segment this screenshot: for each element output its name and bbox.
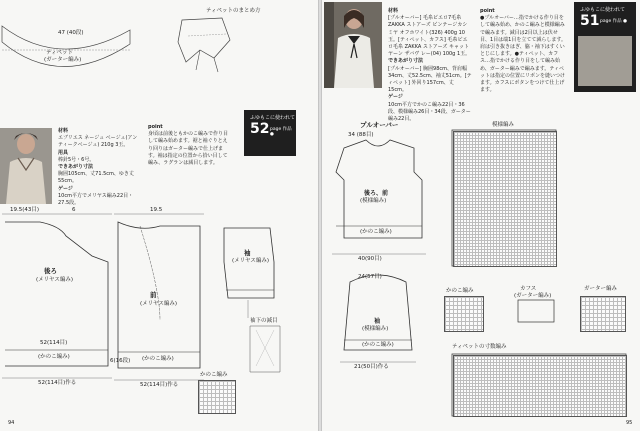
tippet-finishing-title: ティペットのまとめ方 bbox=[206, 8, 261, 14]
front-border: (かのこ編み) bbox=[142, 356, 174, 362]
dim-front-top: 19.5 bbox=[150, 207, 163, 213]
materials-heading: 材料 bbox=[58, 128, 69, 134]
page-number-right: 95 bbox=[626, 420, 633, 426]
banner-number-right: 51 bbox=[580, 13, 600, 29]
gauge-text: 10cm平方でメリヤス編み22目・27.5段。 bbox=[58, 192, 134, 207]
back-stitch: (メリヤス編み) bbox=[36, 277, 74, 283]
needles-text: 棒針5号・6号。 bbox=[58, 156, 95, 163]
banner-number: 52 bbox=[250, 121, 270, 137]
kanoko-chart-left bbox=[198, 380, 236, 414]
size-text-right: [プルオーバー] 胸囲98cm、背肩幅34cm、丈52.5cm、袖丈51cm。[ティペット] 外回り157cm、丈15cm。 bbox=[388, 65, 472, 94]
gauge-heading-right: ゲージ bbox=[388, 94, 403, 101]
cuffs-subtitle: (ガーター編み) bbox=[514, 293, 552, 299]
point-block-left bbox=[148, 124, 232, 167]
size-heading-right: できあがり寸法 bbox=[388, 58, 424, 65]
dim-width: 40(90目) bbox=[358, 256, 382, 262]
banner-caption: ふゆもこに使われて bbox=[250, 115, 296, 121]
point-block-right bbox=[480, 8, 566, 94]
back-border: (かのこ編み) bbox=[38, 354, 70, 360]
point-text-right: ●プルオーバー…指でかける作り目をして編み始め、かのこ編みと模様編みで編みます。減目は2目以上は伏せ目、1目は端1目を立てて減らします。肩は引き抜きはぎ、脇・袖下はすくいとじにします。●ティペット、カフス…指でかける作り目をして編み始め、ガーター編みで編みます。ティペットは指定の位置にリボンを縫いつけます。カフスにボタンをつけて仕上げます。 bbox=[480, 15, 566, 94]
pullover-sleeve-stitch: (模様編み) bbox=[362, 326, 389, 332]
pullover-body-border: (かのこ編み) bbox=[360, 229, 392, 235]
banner-caption-right: ふゆもこに使われて bbox=[580, 7, 626, 13]
gauge-text-right: 10cm平方でかのこ編み22目・36段、模様編み26目・34段、ガーター編み22目。 bbox=[388, 101, 471, 123]
page-number-left: 94 bbox=[8, 420, 15, 426]
model-photo-right bbox=[324, 2, 382, 88]
reference-banner-left bbox=[244, 110, 296, 156]
left-diagrams bbox=[0, 0, 318, 431]
size-text: 胸囲105cm、丈71.5cm、ゆき丈55cm。 bbox=[58, 171, 134, 185]
pullover-body-label: 後ろ、前 bbox=[364, 190, 389, 197]
model-illustration-right bbox=[324, 2, 382, 88]
pattern-chart bbox=[453, 131, 557, 267]
pattern-chart-title: 模様編み bbox=[492, 122, 515, 128]
point-text: 身頃は前後ともかのこ編みで作り目して編み始めます。裾と袖ぐりとえり回りはガーター編みで仕上げます。袖は指定の位置から拾い目して編み、ラグランは減目します。 bbox=[148, 131, 229, 167]
reference-banner-right bbox=[574, 2, 636, 92]
pullover-sleeve-label: 袖 bbox=[374, 318, 381, 325]
banner-page: page 作品 ● bbox=[270, 127, 292, 137]
dim-neck: 34 (88目) bbox=[348, 132, 374, 138]
garter-chart bbox=[580, 296, 626, 332]
right-page bbox=[322, 0, 640, 431]
kanoko-chart-right bbox=[444, 296, 484, 332]
dim-sleeve-cast-on: 21(50目)作る bbox=[354, 364, 389, 370]
dim-cast-on-front: 52(114目)作る bbox=[140, 382, 179, 388]
dim-shoulder: 6 bbox=[72, 207, 76, 213]
banner-photo bbox=[578, 36, 632, 86]
collar-label: ティペット bbox=[46, 50, 74, 56]
left-page bbox=[0, 0, 318, 431]
dim-border-rows: 6(16段) bbox=[110, 358, 131, 364]
collar-stitch: (ガーター編み) bbox=[44, 57, 82, 63]
sleeve-label: 袖 bbox=[244, 249, 251, 257]
sleeve-stitch: (メリヤス編み) bbox=[232, 258, 270, 264]
gauge-heading: ゲージ bbox=[58, 185, 73, 192]
dim-back-width: 52(114目) bbox=[40, 340, 68, 346]
point-heading-right: point bbox=[480, 8, 495, 14]
materials-text: エブリエス ネージュ ベージュ(アンティークベージュ) 210g 3玉。 bbox=[58, 135, 138, 149]
model-photo-left bbox=[0, 128, 52, 204]
tippet-chart-title: ティペットの寸数編み bbox=[452, 344, 507, 350]
banner-page-right: page 作品 ● bbox=[600, 19, 628, 24]
cuffs-title: カフス bbox=[520, 286, 537, 292]
materials-text-right: [プルオーバー] 毛糸ピエロ7毛糸 ZAKKA ストアーズ ピンテージカシミヤ オフホワイト(326) 400g 10玉。[ティペット、カフス] 毛糸ピエロ毛糸 ZAKKA ストアーズ キャットヤーン ザバヴ レー(04) 100g 1玉。 bbox=[388, 15, 471, 58]
needles-heading: 用具 bbox=[58, 149, 69, 156]
materials-block-left bbox=[58, 128, 142, 207]
sleeve-detail-title: 袖下の減目 bbox=[250, 318, 278, 324]
point-heading: point bbox=[148, 124, 163, 130]
model-illustration bbox=[0, 128, 52, 204]
front-stitch: (メリヤス編み) bbox=[140, 301, 178, 307]
dim-back-top: 19.5(43目) bbox=[10, 207, 40, 213]
pullover-title: プルオーバー bbox=[360, 121, 399, 129]
kanoko-title-right: かのこ編み bbox=[446, 288, 474, 294]
size-heading: できあがり寸法 bbox=[58, 164, 94, 171]
front-label: 前 bbox=[150, 291, 157, 299]
materials-block-right bbox=[388, 8, 472, 123]
tippet-chart bbox=[453, 355, 627, 417]
dim-cast-on: 52(114目)作る bbox=[38, 380, 77, 386]
collar-dim: 47 (40段) bbox=[58, 30, 84, 36]
garter-title: ガーター編み bbox=[584, 286, 618, 292]
kanoko-title-left: かのこ編み bbox=[200, 372, 228, 378]
pullover-body-stitch: (模様編み) bbox=[360, 198, 387, 204]
back-label: 後ろ bbox=[44, 267, 57, 275]
dim-sleeve-top: 24(57目) bbox=[358, 274, 382, 280]
materials-heading-right: 材料 bbox=[388, 8, 399, 14]
pullover-sleeve-border: (かのこ編み) bbox=[362, 342, 394, 348]
